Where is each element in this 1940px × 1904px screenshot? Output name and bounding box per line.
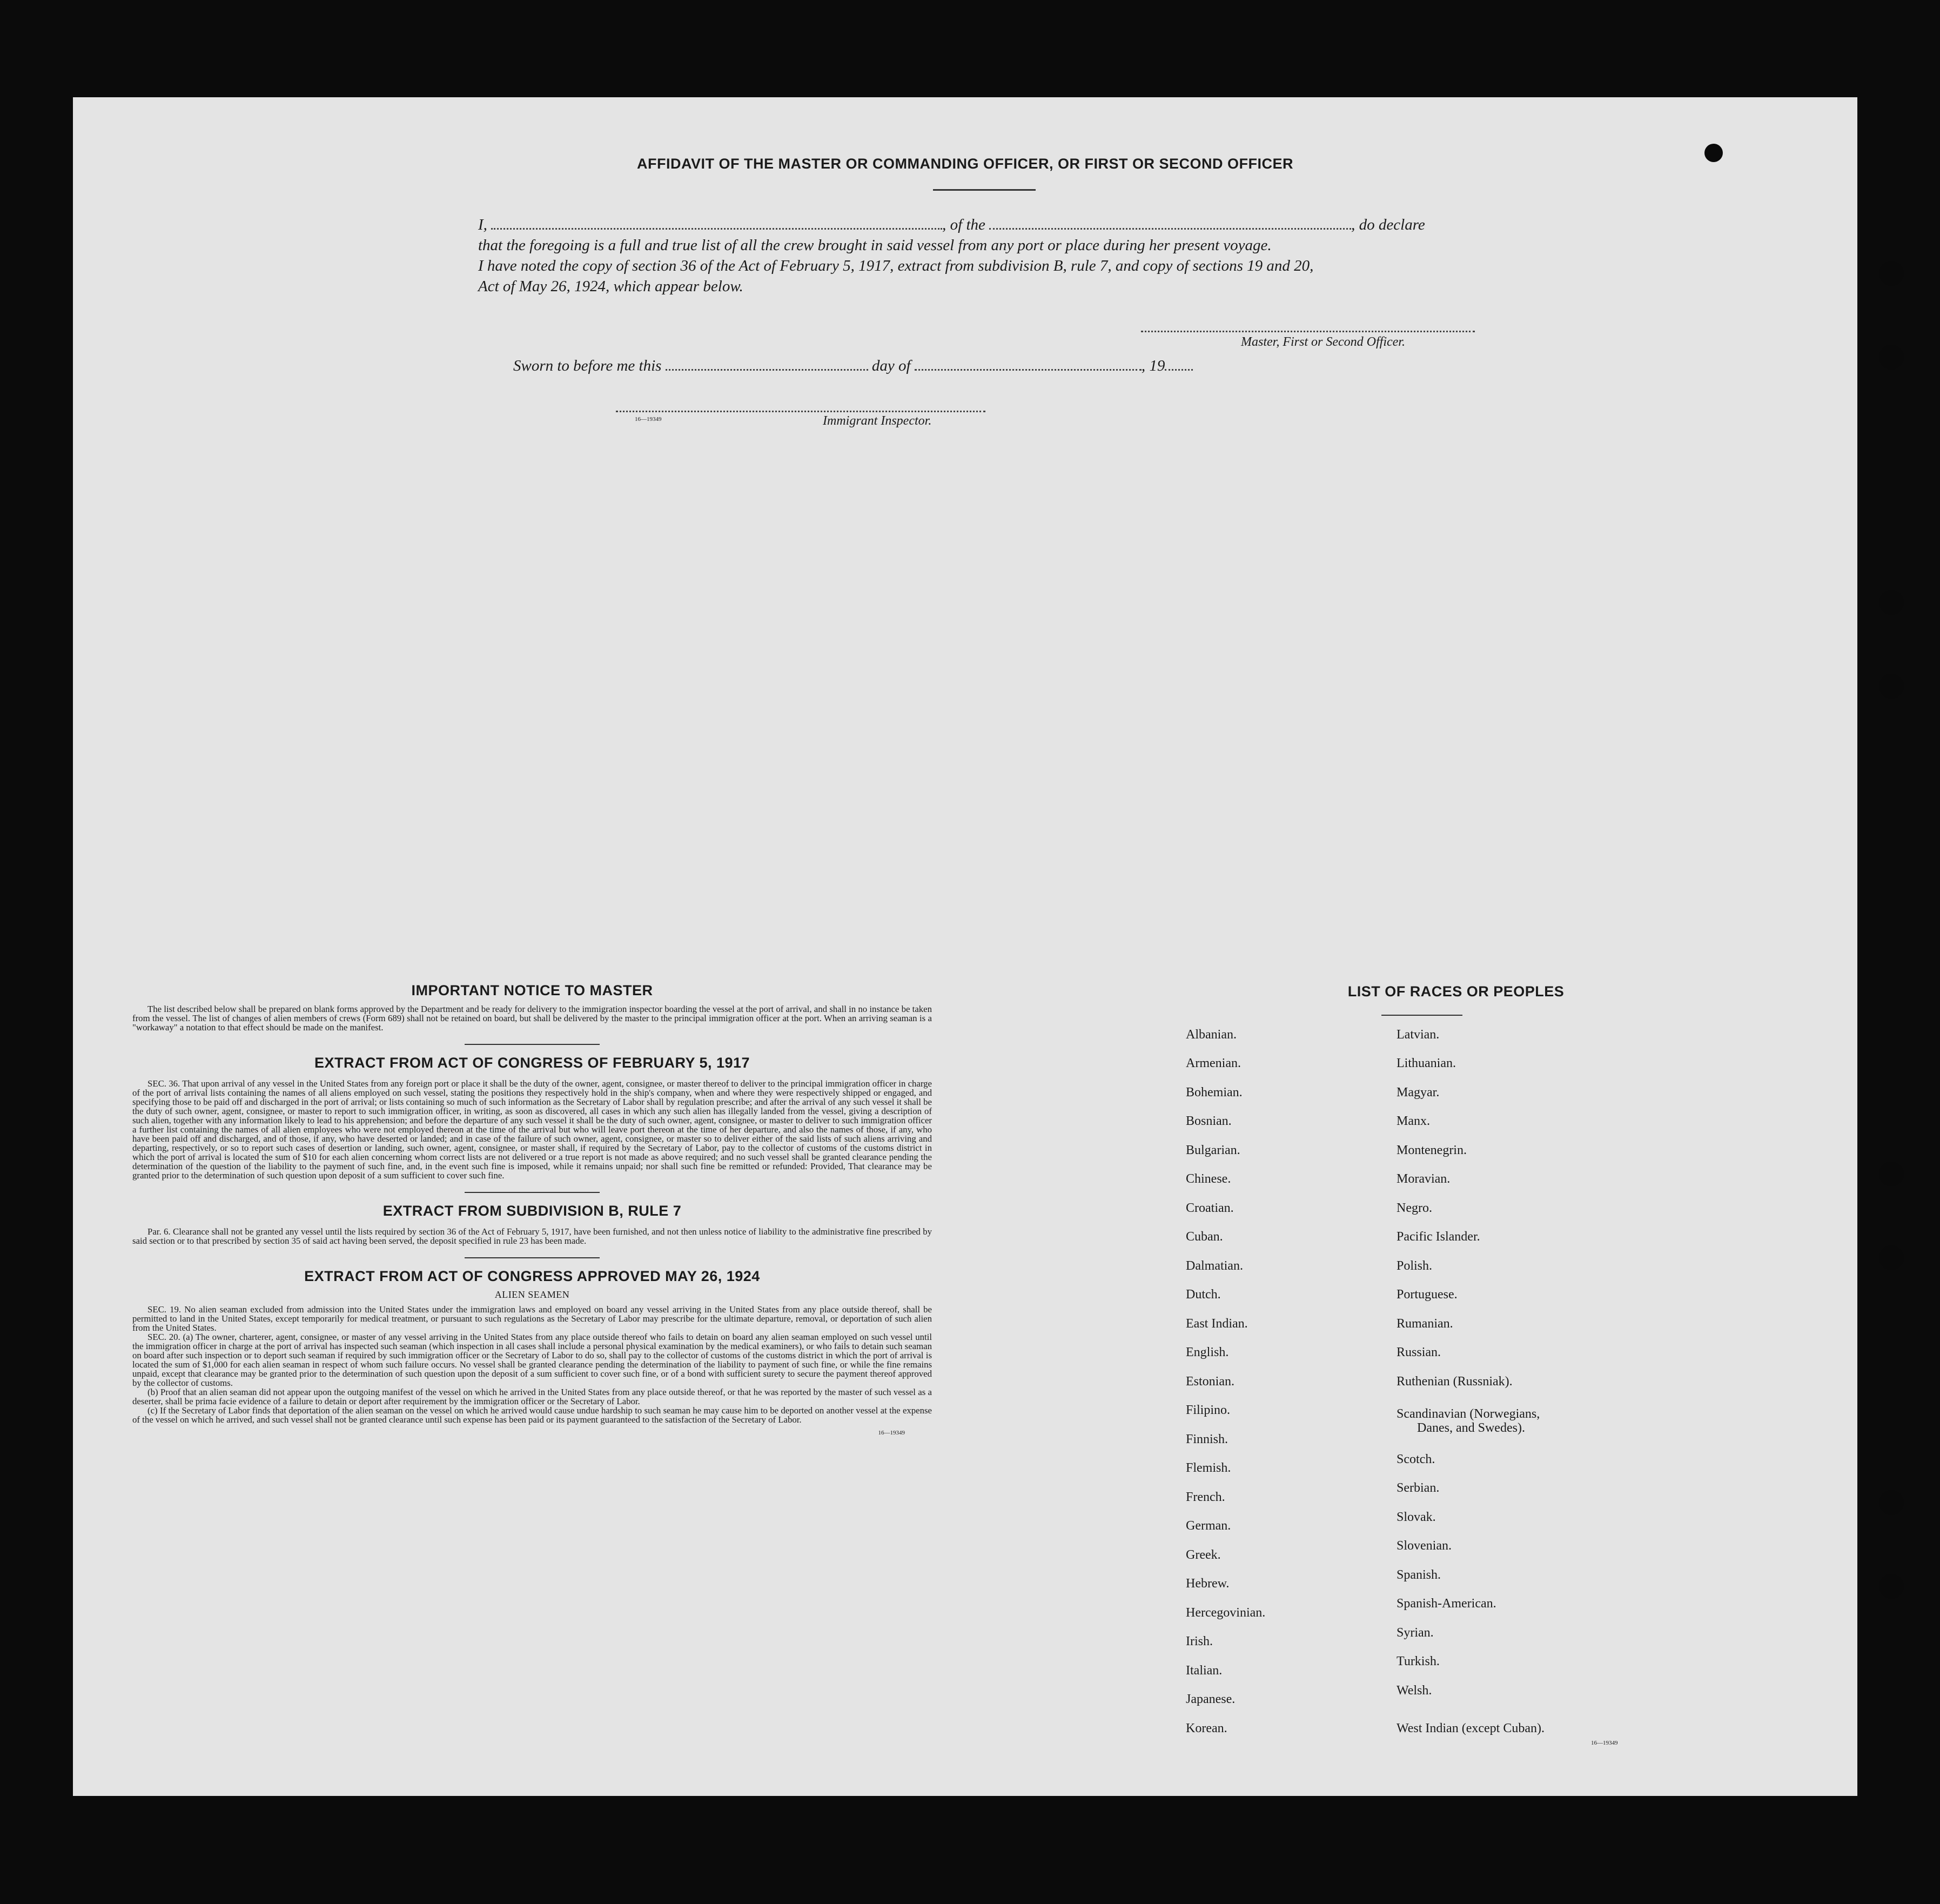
race-right-item: Negro. bbox=[1397, 1201, 1432, 1215]
binder-hole bbox=[1879, 1574, 1904, 1599]
race-right-item: Magyar. bbox=[1397, 1085, 1440, 1100]
race-left-item: Flemish. bbox=[1186, 1461, 1231, 1475]
sec20c-text: (c) If the Secretary of Labor finds that deportation of the alien seaman on the vessel on which he arrived would cause undue hardship to such seaman he may cause him to be deported on another vessel at the expense of the vessel on which he arrived, and such vessel shall not be granted clearance until such expense has been paid or its payment guaranteed to the satisfaction of the Secretary of Labor. bbox=[132, 1405, 932, 1425]
notice-title: IMPORTANT NOTICE TO MASTER bbox=[411, 982, 653, 998]
race-right-item: Portuguese. bbox=[1397, 1288, 1458, 1302]
race-right-item: Latvian. bbox=[1397, 1028, 1440, 1042]
race-right-item: Spanish. bbox=[1397, 1568, 1441, 1582]
binder-hole bbox=[1879, 1162, 1904, 1186]
notice-text-block bbox=[132, 1004, 932, 1032]
section-divider bbox=[465, 1044, 600, 1045]
race-left-item: Hercegovinian. bbox=[1186, 1606, 1266, 1620]
race-right-item: Scotch. bbox=[1397, 1452, 1435, 1466]
notice-text: The list described below shall be prepared on blank forms approved by the Department and be ready for delivery to the immigration inspector boarding the vessel at the port of arrival, and shall in no instance be taken from the vessel. The list of changes of alien members of crews (Form 689) shall not be retained on board, but shall be delivered by the master to the principal immigration officer at the port. When an arriving seaman is a "workaway" a notation to that effect should be made on the manifest. bbox=[132, 1004, 932, 1033]
affidavit-line-1 bbox=[478, 214, 1425, 235]
race-left-item: French. bbox=[1186, 1490, 1225, 1504]
race-left-item: Bosnian. bbox=[1186, 1114, 1232, 1128]
race-left-item: Chinese. bbox=[1186, 1172, 1231, 1186]
race-left-item: Estonian. bbox=[1186, 1375, 1234, 1389]
vessel-blank-field[interactable] bbox=[989, 228, 1351, 230]
race-right-item: Moravian. bbox=[1397, 1172, 1451, 1186]
extract-1924-text-block bbox=[132, 1305, 932, 1424]
race-right-item: Spanish-American. bbox=[1397, 1597, 1496, 1611]
race-right-item: Polish. bbox=[1397, 1259, 1433, 1273]
binder-hole bbox=[1879, 590, 1904, 615]
affidavit-title: AFFIDAVIT OF THE MASTER OR COMMANDING OFFICER, OR FIRST OR SECOND OFFICER bbox=[637, 156, 1293, 172]
race-right-item: Russian. bbox=[1397, 1345, 1441, 1359]
extract-1917-text-block bbox=[132, 1079, 932, 1180]
title-rule bbox=[933, 189, 1036, 191]
race-right-item: Danes, and Swedes). bbox=[1417, 1421, 1525, 1435]
extract-1917-text: SEC. 36. That upon arrival of any vessel in the United States from any foreign port or place it shall be the duty of the owner, agent, consignee, or master thereof to deliver to the principal immigration officer in charge of the port of arrival lists containing the names of all aliens employed on such vessel, stating the positions they respectively hold in the ship's company, when and where they were respectively shipped or engaged, and specifying those to be paid off and discharged in the port of arrival; or lists containing so much of such information as the Secretary of Labor shall by regulation prescribe; and after the arrival of any such vessel it shall be the duty of such owner, agent, consignee, or master to report to such immigration officer, in writing, as soon as discovered, all cases in which any such alien has illegally landed from the vessel, giving a description of such alien, together with any information likely to lead to his apprehension; and before the departure of any such vessel it shall be the duty of such owner, agent, consignee, or master to deliver to such immigration officer a further list containing the names of all alien employees who were not employed thereon at the time of the arrival but who will leave port thereon at the time of her departure, and also the names of those, if any, who have been paid off and discharged, and of those, if any, who have deserted or landed; and in case of the failure of such owner, agent, consignee, or master so to deliver either of the said lists of such aliens arriving and departing, respectively, or so to report such cases of desertion or landing, such owner, agent, consignee, or master shall, if required by the Secretary of Labor, pay to the collector of customs of the customs district in which the port of arrival is located the sum of $10 for each alien concerning whom correct lists are not delivered or a true report is not made as above required; and no such vessel shall be granted clearance pending the determination of the question of the liability to the payment of such fine, and, in the event such fine is imposed, while it remains unpaid; nor shall such fine be remitted or refunded: Provided, That clearance may be granted prior to the determination of such question upon deposit of a sum sufficient to cover such fine. bbox=[132, 1078, 932, 1181]
race-left-item: Japanese. bbox=[1186, 1692, 1236, 1706]
section-divider bbox=[465, 1192, 600, 1193]
affidavit-line-2: that the foregoing is a full and true list of all the crew brought in said vessel from any port or place during her present voyage. bbox=[478, 237, 1272, 254]
form-page bbox=[73, 97, 1857, 1796]
races-form-number: 16—19349 bbox=[1591, 1740, 1618, 1746]
race-left-item: Bohemian. bbox=[1186, 1085, 1243, 1100]
race-left-item: Albanian. bbox=[1186, 1028, 1237, 1042]
name-blank-field[interactable] bbox=[491, 228, 942, 230]
race-right-item: Pacific Islander. bbox=[1397, 1230, 1480, 1244]
race-right-item: Syrian. bbox=[1397, 1626, 1434, 1640]
binder-hole bbox=[1879, 261, 1904, 286]
affidavit-of-the: , of the bbox=[942, 216, 985, 233]
affidavit-line-4: Act of May 26, 1924, which appear below. bbox=[478, 278, 743, 295]
race-left-item: Croatian. bbox=[1186, 1201, 1234, 1215]
race-right-item: Slovenian. bbox=[1397, 1539, 1452, 1553]
month-blank[interactable] bbox=[915, 369, 1142, 371]
race-right-item: West Indian (except Cuban). bbox=[1397, 1721, 1545, 1735]
subdivision-text: Par. 6. Clearance shall not be granted any vessel until the lists required by section 36 of the Act of February 5, 1917, have been furnished, and not then unless notice of liability to the administrative fine prescribed by said section or to that prescribed by section 35 of said act having been served, the deposit specified in rule 23 has been made. bbox=[132, 1226, 932, 1246]
race-left-item: Irish. bbox=[1186, 1634, 1213, 1648]
race-right-item: Turkish. bbox=[1397, 1654, 1440, 1668]
year-blank[interactable] bbox=[1165, 369, 1193, 371]
race-right-item: Manx. bbox=[1397, 1114, 1430, 1128]
inspector-caption: Immigrant Inspector. bbox=[823, 414, 932, 428]
subdivision-text-block bbox=[132, 1227, 932, 1245]
race-right-item: Slovak. bbox=[1397, 1510, 1436, 1524]
binder-hole bbox=[1879, 1490, 1904, 1515]
races-title-rule bbox=[1381, 1015, 1462, 1016]
affidavit-line-3: I have noted the copy of section 36 of the Act of February 5, 1917, extract from subdivision B, rule 7, and copy of sections 19 and 20, bbox=[478, 257, 1314, 274]
races-list bbox=[1186, 1028, 1726, 1838]
race-right-item: Serbian. bbox=[1397, 1481, 1440, 1495]
affidavit-do-declare: , do declare bbox=[1351, 216, 1425, 233]
race-right-item: Lithuanian. bbox=[1397, 1056, 1456, 1070]
sec20b-text: (b) Proof that an alien seaman did not appear upon the outgoing manifest of the vessel on which he arrived in the United States from any place outside thereof, or that he was reported by the master of such vessel as a deserter, shall be prima facie evidence of a failure to detain or deport after requirement by the immigration officer or the Secretary of Labor. bbox=[132, 1387, 932, 1406]
left-column bbox=[132, 982, 932, 1436]
binder-hole bbox=[1879, 674, 1904, 699]
race-left-item: East Indian. bbox=[1186, 1317, 1248, 1331]
race-right-item: Scandinavian (Norwegians, bbox=[1397, 1407, 1540, 1421]
race-left-item: Hebrew. bbox=[1186, 1577, 1230, 1591]
section-divider bbox=[465, 1257, 600, 1258]
race-left-item: Greek. bbox=[1186, 1548, 1221, 1562]
sec20a-text: SEC. 20. (a) The owner, charterer, agent, consignee, or master of any vessel arriving in the United States from any place outside thereof who fails to detain on board any alien seaman employed on such vessel until the immigration officer in charge at the port of arrival has inspected such seaman (which inspection in all cases shall include a personal physical examination by the medical examiners), or who fails to detain such seaman on board after such inspection or to deport such seaman if required by such immigration officer or the Secretary of Labor to do so, shall pay to the collector of customs of the customs district in which the port of arrival is located the sum of $1,000 for each alien seaman in respect of whom such failure occurs. No vessel shall be granted clearance pending the determination of the liability to payment of such fine, or while the fine remains unpaid, except that clearance may be granted prior to the determination of such question upon the deposit of a sum sufficient to cover such fine, or of a bond with sufficient surety to secure the payment thereof approved by the collector of customs. bbox=[132, 1332, 932, 1388]
binder-hole bbox=[1879, 1245, 1904, 1270]
sworn-date-blank[interactable] bbox=[666, 369, 868, 371]
master-signature-line[interactable] bbox=[1141, 331, 1475, 332]
extract-form-number: 16—19349 bbox=[878, 1430, 905, 1436]
race-left-item: Finnish. bbox=[1186, 1432, 1229, 1446]
alien-seamen-subtitle: ALIEN SEAMEN bbox=[494, 1289, 570, 1300]
year-prefix: , 19 bbox=[1141, 357, 1165, 374]
race-left-item: Bulgarian. bbox=[1186, 1143, 1240, 1157]
race-left-item: Dutch. bbox=[1186, 1288, 1221, 1302]
race-left-item: Cuban. bbox=[1186, 1230, 1223, 1244]
affidavit-i-label: I, bbox=[478, 216, 487, 233]
sworn-line bbox=[513, 356, 1193, 376]
race-left-item: Filipino. bbox=[1186, 1403, 1231, 1417]
race-right-item: Rumanian. bbox=[1397, 1317, 1453, 1331]
master-caption: Master, First or Second Officer. bbox=[1241, 335, 1405, 349]
race-left-item: Korean. bbox=[1186, 1721, 1227, 1735]
race-right-item: Ruthenian (Russniak). bbox=[1397, 1375, 1513, 1389]
sec19-text: SEC. 19. No alien seaman excluded from admission into the United States under the immigration laws and employed on board any vessel arriving in the United States from any place outside thereof, shall be permitted to land in the United States, except temporarily for medical treatment, or pursuant to such regulations as the Secretary of Labor may prescribe for the ultimate departure, removal, or deportation of such alien from the United States. bbox=[132, 1304, 932, 1333]
race-right-item: Welsh. bbox=[1397, 1684, 1432, 1698]
binder-hole bbox=[1879, 345, 1904, 370]
sworn-label: Sworn to before me this bbox=[513, 357, 662, 374]
race-left-item: English. bbox=[1186, 1345, 1229, 1359]
race-left-item: Dalmatian. bbox=[1186, 1259, 1243, 1273]
race-left-item: German. bbox=[1186, 1519, 1231, 1533]
races-title: LIST OF RACES OR PEOPLES bbox=[1347, 983, 1565, 1000]
subdivision-title: EXTRACT FROM SUBDIVISION B, RULE 7 bbox=[382, 1203, 682, 1219]
affidavit-form-number: 16—19349 bbox=[635, 416, 662, 423]
race-right-item: Montenegrin. bbox=[1397, 1143, 1467, 1157]
extract-1924-title: EXTRACT FROM ACT OF CONGRESS APPROVED MAY 26, 1924 bbox=[304, 1268, 760, 1284]
day-of-label: day of bbox=[871, 357, 911, 374]
inspector-signature-line[interactable] bbox=[616, 411, 985, 412]
extract-1917-title: EXTRACT FROM ACT OF CONGRESS OF FEBRUARY 5, 1917 bbox=[314, 1055, 750, 1071]
race-left-item: Italian. bbox=[1186, 1664, 1223, 1678]
race-left-item: Armenian. bbox=[1186, 1056, 1241, 1070]
